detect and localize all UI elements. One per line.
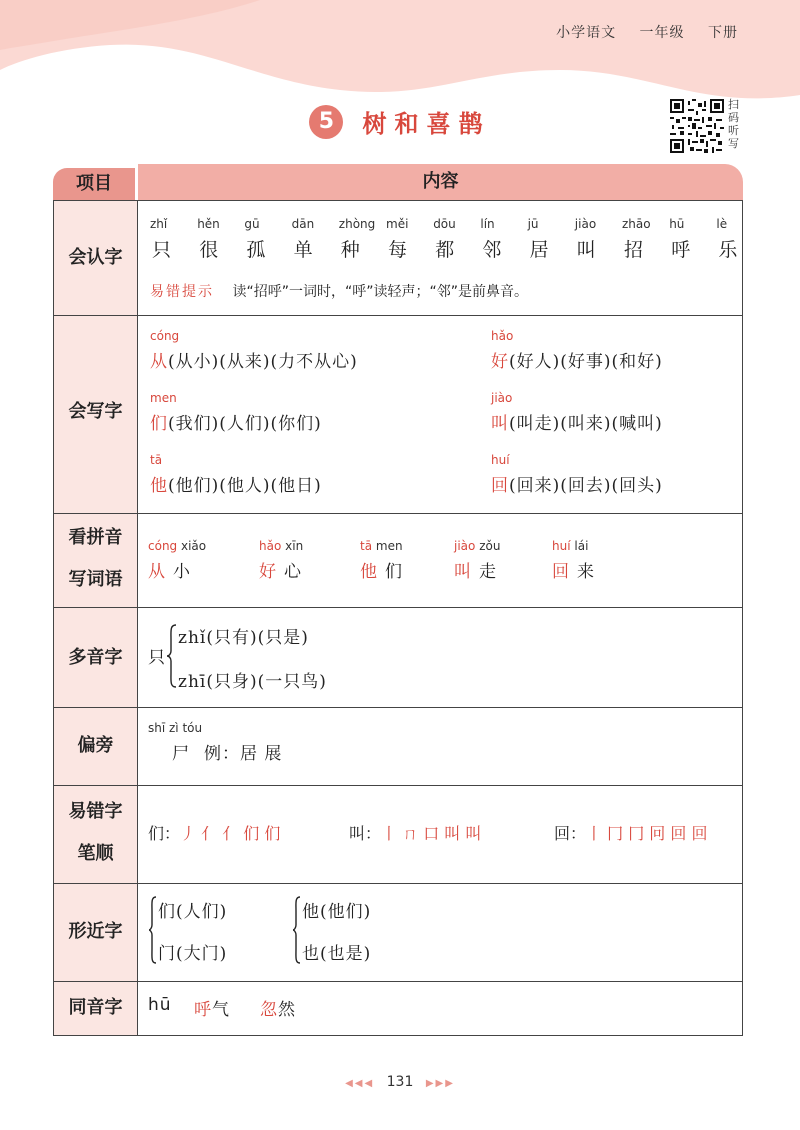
recognize-pinyin: měi bbox=[386, 217, 409, 231]
recognize-pinyin: jū bbox=[527, 217, 539, 231]
summary-table bbox=[53, 200, 743, 1036]
similar-2a: 他(他们) bbox=[302, 902, 372, 922]
page-footer bbox=[0, 1074, 800, 1090]
recognize-pinyin: zhāo bbox=[622, 217, 651, 231]
book-volume: 下册 bbox=[708, 25, 738, 41]
similar-1b: 门(大门) bbox=[158, 944, 228, 964]
recognize-char: 都 bbox=[435, 239, 455, 261]
tip-text: 读“招呼”一词时，“呼”读轻声；“邻”是前鼻音。 bbox=[232, 284, 528, 300]
recognize-pinyin: lè bbox=[716, 217, 728, 231]
stroke-order-item: 们：丿 亻 亻 们 们 bbox=[148, 824, 281, 843]
recognize-pinyin: zhǐ bbox=[150, 217, 168, 231]
label-write: 会写字 bbox=[68, 401, 123, 422]
write-item: 他(他们)(他人)(他日) bbox=[150, 476, 322, 496]
recognize-pinyin: lín bbox=[480, 217, 495, 231]
radical-example: 例：居 展 bbox=[204, 744, 283, 764]
polyphone-line-1: zhǐ(只有)(只是) bbox=[178, 628, 309, 648]
pinyin-answer: 他们 bbox=[360, 562, 410, 582]
qr-label: 扫码听写 bbox=[728, 98, 739, 150]
pinyin-prompt: cóng xiǎo bbox=[148, 539, 207, 553]
error-tip bbox=[150, 281, 528, 301]
recognize-char: 很 bbox=[199, 239, 219, 261]
table-header bbox=[53, 164, 743, 200]
radical-char: 尸 bbox=[172, 744, 190, 764]
polyphone-line-2: zhī(只身)(一只鸟) bbox=[178, 672, 327, 692]
pinyin-prompt: huí lái bbox=[552, 539, 589, 553]
recognize-char: 邻 bbox=[482, 239, 502, 261]
write-pinyin: hǎo bbox=[491, 329, 514, 343]
recognize-pinyin: dān bbox=[291, 217, 315, 231]
book-subject: 小学语文 bbox=[556, 25, 617, 41]
pinyin-prompt: jiào zǒu bbox=[454, 539, 501, 553]
homophone-word-2: 忽然 bbox=[260, 1000, 296, 1020]
recognize-pinyin: gū bbox=[244, 217, 260, 231]
stroke-order-item: 叫：丨 ㄇ 口 叫 叫 bbox=[349, 824, 482, 843]
recognize-char: 只 bbox=[152, 239, 172, 261]
page-number: 131 bbox=[386, 1074, 414, 1090]
row-divider bbox=[54, 883, 742, 884]
write-item: 叫(叫走)(叫来)(喊叫) bbox=[491, 414, 663, 434]
recognize-pinyin: dōu bbox=[433, 217, 456, 231]
recognize-pinyin: jiào bbox=[574, 217, 597, 231]
brace-icon bbox=[148, 895, 158, 965]
header-item: 项目 bbox=[53, 168, 135, 200]
recognize-char: 每 bbox=[388, 239, 408, 261]
recognize-char: 居 bbox=[529, 239, 549, 261]
label-column bbox=[54, 201, 138, 1035]
recognize-pinyin: hěn bbox=[197, 217, 220, 231]
pinyin-prompt: tā men bbox=[360, 539, 403, 553]
write-item: 们(我们)(人们)(你们) bbox=[150, 414, 322, 434]
similar-2b: 也(也是) bbox=[302, 944, 372, 964]
book-info bbox=[538, 22, 738, 42]
label-pinyin-1: 看拼音 bbox=[68, 527, 123, 548]
recognize-pinyin: zhòng bbox=[338, 217, 376, 231]
recognize-pinyin: hū bbox=[669, 217, 685, 231]
stroke-order-item: 回：丨 冂 冂 冋 回 回 bbox=[554, 824, 708, 843]
write-item: 好(好人)(好事)(和好) bbox=[491, 352, 663, 372]
row-divider bbox=[54, 981, 742, 982]
pinyin-answer: 叫走 bbox=[454, 562, 504, 582]
recognize-char: 种 bbox=[340, 239, 360, 261]
radical-pinyin: shī zì tóu bbox=[148, 721, 203, 735]
write-pinyin: men bbox=[150, 391, 177, 405]
brace-icon bbox=[166, 623, 178, 689]
recognize-char: 单 bbox=[293, 239, 313, 261]
write-pinyin: huí bbox=[491, 453, 510, 467]
pinyin-answer: 从小 bbox=[148, 562, 198, 582]
homophone-word-1: 呼气 bbox=[194, 1000, 230, 1020]
label-polyphone: 多音字 bbox=[68, 647, 123, 668]
label-similar: 形近字 bbox=[68, 921, 123, 942]
recognize-char: 乐 bbox=[718, 239, 738, 261]
book-grade: 一年级 bbox=[639, 25, 685, 41]
brace-icon bbox=[292, 895, 302, 965]
label-recognize: 会认字 bbox=[68, 247, 123, 268]
pinyin-answer: 好心 bbox=[259, 562, 309, 582]
polyphone-char: 只 bbox=[148, 648, 165, 668]
row-divider bbox=[54, 607, 742, 608]
pinyin-answer: 回来 bbox=[552, 562, 602, 582]
lesson-title: 树和喜鹊 bbox=[362, 109, 491, 138]
row-divider bbox=[54, 513, 742, 514]
write-item: 回(回来)(回去)(回头) bbox=[491, 476, 663, 496]
pinyin-prompt: hǎo xīn bbox=[259, 539, 304, 553]
label-strokes-1: 易错字 bbox=[68, 801, 123, 822]
homophone-pinyin: hū bbox=[148, 995, 172, 1015]
write-pinyin: jiào bbox=[491, 391, 513, 405]
tip-label: 易错提示 bbox=[150, 284, 214, 300]
header-content: 内容 bbox=[138, 164, 743, 200]
recognize-char: 叫 bbox=[576, 239, 596, 261]
row-divider bbox=[54, 785, 742, 786]
right-arrows-icon: ▶▶▶ bbox=[425, 1078, 455, 1089]
label-radical: 偏旁 bbox=[77, 735, 114, 756]
recognize-char: 招 bbox=[624, 239, 644, 261]
label-homophone: 同音字 bbox=[68, 997, 123, 1018]
write-pinyin: tā bbox=[150, 453, 163, 467]
left-arrows-icon: ◀◀◀ bbox=[345, 1078, 375, 1089]
similar-1a: 们(人们) bbox=[158, 902, 228, 922]
write-pinyin: cóng bbox=[150, 329, 180, 343]
row-divider bbox=[54, 315, 742, 316]
label-strokes-2: 笔顺 bbox=[77, 843, 114, 864]
row-divider bbox=[54, 707, 742, 708]
label-pinyin-2: 写词语 bbox=[68, 569, 123, 590]
write-item: 从(从小)(从来)(力不从心) bbox=[150, 352, 358, 372]
recognize-char: 孤 bbox=[246, 239, 266, 261]
recognize-char: 呼 bbox=[671, 239, 691, 261]
qr-code-icon[interactable] bbox=[670, 99, 724, 153]
lesson-number-badge: 5 bbox=[309, 105, 343, 139]
